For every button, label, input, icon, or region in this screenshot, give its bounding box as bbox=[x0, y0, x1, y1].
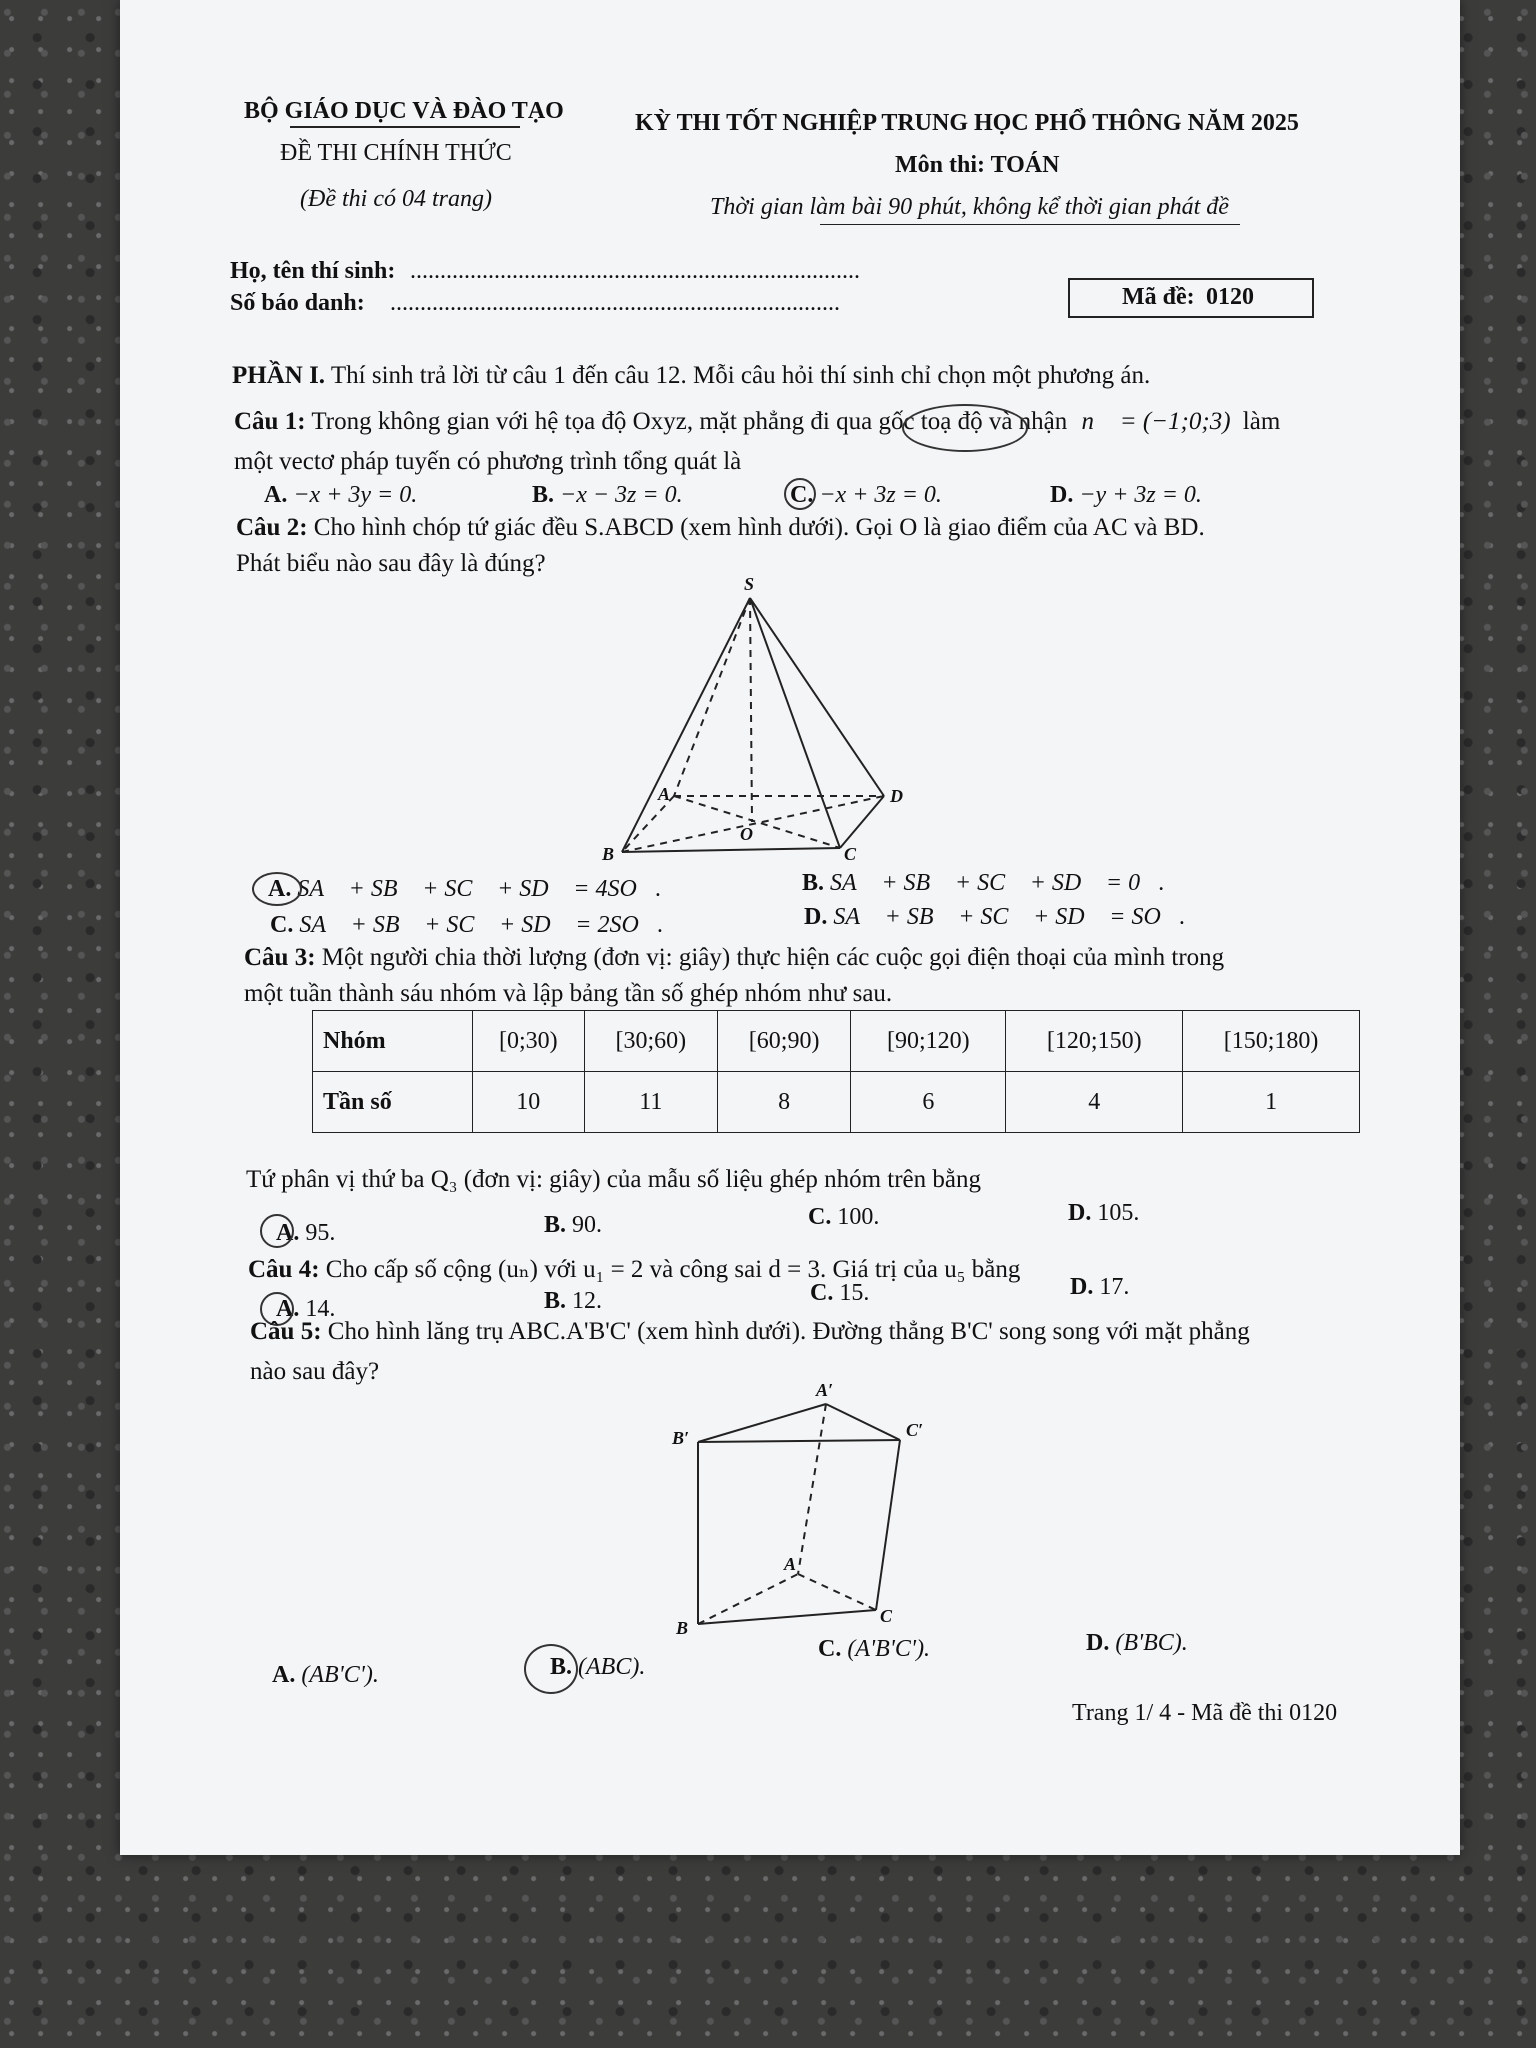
candidate-name-label: Họ, tên thí sinh: bbox=[230, 258, 396, 284]
q1-option-d[interactable]: D. −y + 3z = 0. bbox=[1050, 482, 1202, 508]
page-count: (Đề thi có 04 trang) bbox=[300, 186, 492, 212]
edge-B1A1 bbox=[698, 1404, 826, 1442]
q3-line3: Tứ phân vị thứ ba Q₃ (đơn vị: giây) của mẫu số liệu ghép nhóm trên bằng bbox=[246, 1166, 981, 1193]
q5-line2: nào sau đây? bbox=[250, 1358, 380, 1385]
table-cell: [150;180) bbox=[1183, 1011, 1360, 1072]
ministry-name: BỘ GIÁO DỤC VÀ ĐÀO TẠO bbox=[244, 98, 564, 124]
q5-text: Cho hình lăng trụ ABC.A'B'C' (xem hình dưới). Đường thẳng B'C' song song với mặt phẳng bbox=[327, 1318, 1250, 1345]
q1-text: Trong không gian với hệ tọa độ Oxyz, mặt phẳng đi qua gốc toạ độ và nhận bbox=[311, 408, 1068, 435]
candidate-id-dots: ........................................................................... bbox=[390, 290, 840, 316]
pt-C: C bbox=[844, 844, 857, 864]
q4-option-c[interactable]: C. 15. bbox=[810, 1280, 870, 1306]
pt-B: B bbox=[602, 844, 615, 864]
q1-option-a[interactable]: A. −x + 3y = 0. bbox=[264, 482, 418, 508]
q1-option-c[interactable]: C. −x + 3z = 0. bbox=[790, 482, 942, 508]
q4-text: Cho cấp số cộng (uₙ) với u₁ = 2 và công sai d = 3. Giá trị của u₅ bằng bbox=[325, 1256, 1021, 1283]
pt-C: C bbox=[880, 1606, 893, 1626]
edge-BC bbox=[698, 1610, 876, 1624]
pt-B1: B′ bbox=[672, 1428, 690, 1448]
q1-vector: n⃗ = (−1;0;3) bbox=[1081, 408, 1231, 435]
q3-option-a[interactable]: A. 95. bbox=[276, 1220, 336, 1246]
pt-B: B bbox=[676, 1618, 689, 1638]
table-cell: [30;60) bbox=[584, 1011, 717, 1072]
table-cell: 11 bbox=[584, 1072, 717, 1133]
q5-option-b[interactable]: B. (ABC). bbox=[550, 1654, 646, 1680]
table-cell: 8 bbox=[717, 1072, 850, 1133]
q2-label: Câu 2: bbox=[236, 514, 308, 541]
edge-B1C1 bbox=[698, 1440, 900, 1442]
pt-O: O bbox=[740, 824, 753, 844]
q1-option-b[interactable]: B. −x − 3z = 0. bbox=[532, 482, 683, 508]
pt-A: A bbox=[658, 784, 671, 804]
q1-line2: một vectơ pháp tuyến có phương trình tổng quát là bbox=[234, 448, 742, 475]
table-header-cell: Nhóm bbox=[313, 1011, 473, 1072]
pt-S: S bbox=[744, 574, 755, 594]
table-cell: 1 bbox=[1183, 1072, 1360, 1133]
candidate-name-dots: ........................................................................... bbox=[410, 258, 860, 284]
q2-option-a[interactable]: A. SA⃗ + SB⃗ + SC⃗ + SD⃗ = 4SO⃗. bbox=[268, 876, 662, 902]
exam-code-label: Mã đề: bbox=[1122, 284, 1195, 310]
q4-option-a[interactable]: A. 14. bbox=[276, 1296, 336, 1322]
prism-figure bbox=[120, 0, 1460, 1700]
exam-time: Thời gian làm bài 90 phút, không kể thời gian phát đề bbox=[710, 194, 1229, 220]
table-cell: 6 bbox=[851, 1072, 1006, 1133]
pt-C1: C′ bbox=[906, 1420, 924, 1440]
table-cell: 4 bbox=[1006, 1072, 1183, 1133]
q4-option-d[interactable]: D. 17. bbox=[1070, 1274, 1130, 1300]
q2-option-c[interactable]: C. SA⃗ + SB⃗ + SC⃗ + SD⃗ = 2SO⃗. bbox=[270, 912, 664, 938]
q3-option-b[interactable]: B. 90. bbox=[544, 1212, 603, 1238]
q2-option-b[interactable]: B. SA⃗ + SB⃗ + SC⃗ + SD⃗ = 0⃗. bbox=[802, 870, 1165, 896]
exam-title: KỲ THI TỐT NGHIỆP TRUNG HỌC PHỔ THÔNG NĂM 2025 bbox=[635, 110, 1299, 136]
q3-text: Một người chia thời lượng (đơn vị: giây) thực hiện các cuộc gọi điện thoại của mình trong bbox=[321, 944, 1225, 971]
official-label: ĐỀ THI CHÍNH THỨC bbox=[280, 140, 512, 166]
q5-label: Câu 5: bbox=[250, 1318, 322, 1345]
edge-A1A bbox=[798, 1404, 826, 1574]
q3-option-d[interactable]: D. 105. bbox=[1068, 1200, 1140, 1226]
subject: Môn thi: TOÁN bbox=[895, 152, 1060, 178]
edge-A1C1 bbox=[826, 1404, 900, 1440]
q3-line2: một tuần thành sáu nhóm và lập bảng tần số ghép nhóm như sau. bbox=[244, 980, 893, 1007]
part1-instructions: Thí sinh trả lời từ câu 1 đến câu 12. Mỗi câu hỏi thí sinh chỉ chọn một phương án. bbox=[330, 362, 1151, 389]
q2-text: Cho hình chóp tứ giác đều S.ABCD (xem hình dưới). Gọi O là giao điểm của AC và BD. bbox=[313, 514, 1205, 541]
q3-label: Câu 3: bbox=[244, 944, 316, 971]
part1-title: PHẦN I. bbox=[232, 362, 326, 389]
exam-sheet bbox=[120, 0, 1460, 1855]
q4-label: Câu 4: bbox=[248, 1256, 320, 1283]
table-cell: [60;90) bbox=[717, 1011, 850, 1072]
edge-C1C bbox=[876, 1440, 900, 1610]
q5-option-c[interactable]: C. (A'B'C'). bbox=[818, 1636, 931, 1662]
q3-option-c[interactable]: C. 100. bbox=[808, 1204, 880, 1230]
q5-option-d[interactable]: D. (B'BC). bbox=[1086, 1630, 1188, 1656]
pt-A: A bbox=[784, 1554, 797, 1574]
table-cell: 10 bbox=[473, 1072, 585, 1133]
q2-option-d[interactable]: D. SA⃗ + SB⃗ + SC⃗ + SD⃗ = SO⃗. bbox=[804, 904, 1186, 930]
page-footer: Trang 1/ 4 - Mã đề thi 0120 bbox=[1072, 1700, 1338, 1726]
q1-label: Câu 1: bbox=[234, 408, 306, 435]
pt-D: D bbox=[890, 786, 903, 806]
q5-answer-circle bbox=[524, 1644, 578, 1694]
exam-code-value: 0120 bbox=[1206, 284, 1254, 310]
q5-option-a[interactable]: A. (AB'C'). bbox=[272, 1662, 379, 1688]
q4-option-b[interactable]: B. 12. bbox=[544, 1288, 603, 1314]
candidate-id-label: Số báo danh: bbox=[230, 290, 365, 316]
table-cell: [0;30) bbox=[473, 1011, 585, 1072]
table-cell: [120;150) bbox=[1006, 1011, 1183, 1072]
table-header-cell: Tần số bbox=[313, 1072, 473, 1133]
q2-line2: Phát biểu nào sau đây là đúng? bbox=[236, 550, 546, 577]
pt-A1: A′ bbox=[816, 1380, 834, 1400]
edge-AC bbox=[798, 1574, 876, 1610]
q1-text-end: làm bbox=[1242, 408, 1281, 435]
table-cell: [90;120) bbox=[851, 1011, 1006, 1072]
